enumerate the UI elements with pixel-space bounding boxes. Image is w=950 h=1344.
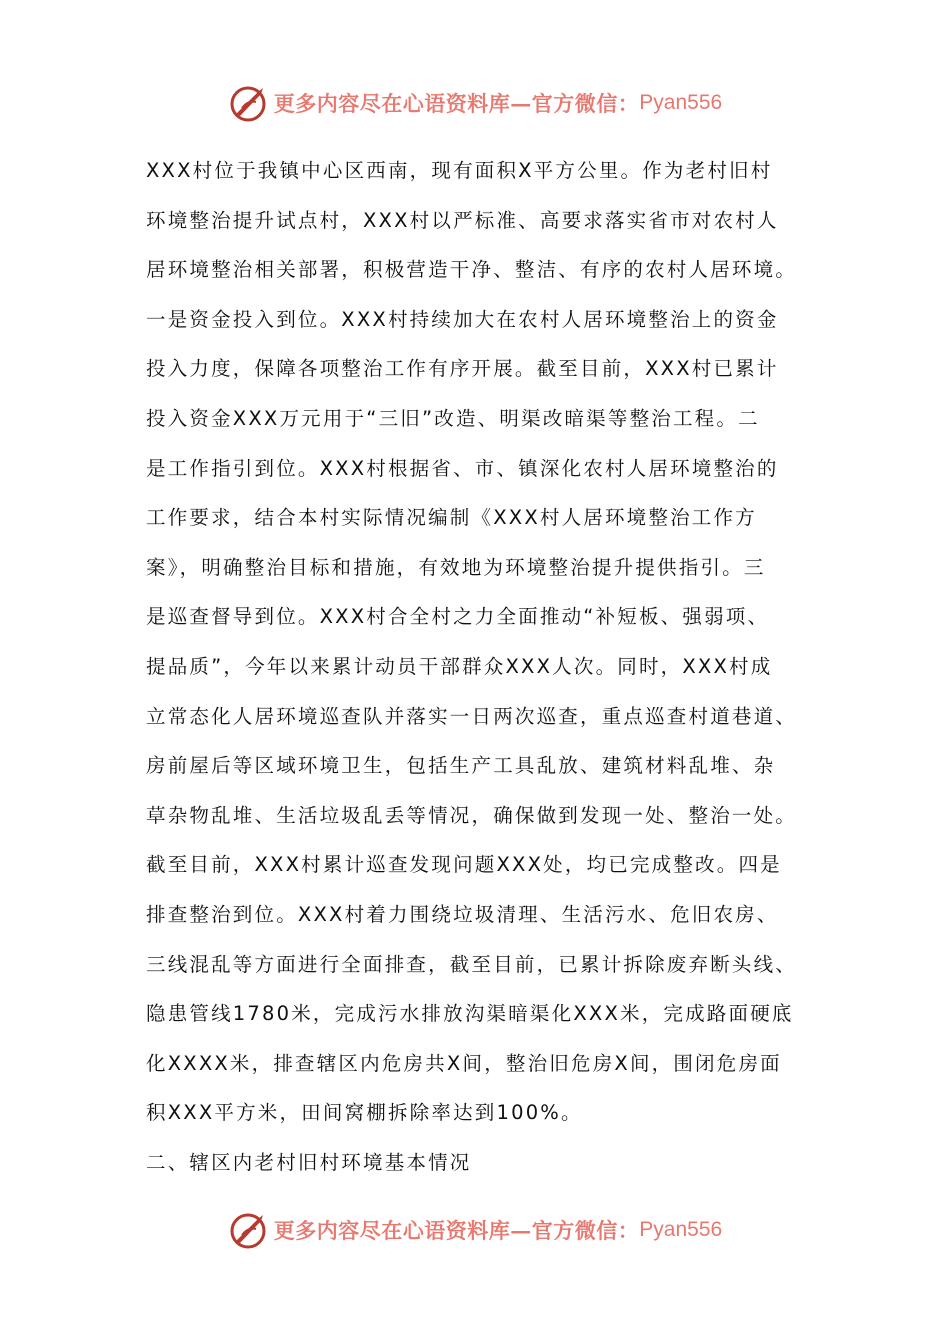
- section-heading: 二、辖区内老村旧村环境基本情况: [146, 1150, 472, 1174]
- body-line: 投入力度，保障各项整治工作有序开展。截至目前，XXX村已累计: [146, 357, 779, 381]
- body-line: 投入资金XXX万元用于“三旧”改造、明渠改暗渠等整治工程。二: [146, 406, 760, 430]
- body-line: 提品质”，今年以来累计动员干部群众XXX人次。同时，XXX村成: [146, 654, 773, 678]
- watermark-account: Pyan556: [639, 91, 723, 114]
- pen-logo-icon: [228, 82, 270, 124]
- body-line: 是巡查督导到位。XXX村合全村之力全面推动“补短板、强弱项、: [146, 605, 770, 629]
- body-line: 工作要求，结合本村实际情况编制《XXX村人居环境整治工作方: [146, 506, 757, 530]
- watermark-account: Pyan556: [639, 1218, 723, 1241]
- body-line: 截至目前，XXX村累计巡查发现问题XXX处，均已完成整改。四是: [146, 853, 782, 877]
- watermark-text: 更多内容尽在心语资料库—官方微信：: [273, 91, 640, 116]
- body-line: 居环境整治相关部署，积极营造干净、整洁、有序的农村人居环境。: [146, 258, 798, 282]
- body-line: XXX村位于我镇中心区西南，现有面积X平方公里。作为老村旧村: [146, 159, 773, 182]
- body-line: 一是资金投入到位。XXX村持续加大在农村人居环境整治上的资金: [146, 307, 779, 331]
- body-line: 是工作指引到位。XXX村根据省、市、镇深化农村人居环境整治的: [146, 456, 779, 480]
- watermark-banner-bottom: [0, 1207, 950, 1253]
- body-line: 环境整治提升试点村，XXX村以严标准、高要求落实省市对农村人: [146, 208, 779, 232]
- body-line: 三线混乱等方面进行全面排查，截至目前，已累计拆除废弃断头线、: [146, 952, 798, 976]
- body-line: 积XXX平方米，田间窝棚拆除率达到100%。: [146, 1101, 583, 1125]
- body-line: 立常态化人居环境巡查队并落实一日两次巡查，重点巡查村道巷道、: [146, 704, 798, 728]
- body-line: 案》，明确整治目标和措施，有效地为环境整治提升提供指引。三: [146, 555, 766, 579]
- watermark-text: 更多内容尽在心语资料库—官方微信：: [273, 1218, 640, 1243]
- body-line: 化XXXX米，排查辖区内危房共X间，整治旧危房X间，围闭危房面: [146, 1051, 782, 1075]
- document-body: [146, 146, 816, 1187]
- pen-logo-icon: [228, 1209, 270, 1251]
- body-line: 排查整治到位。XXX村着力围绕垃圾清理、生活污水、危旧农房、: [146, 902, 779, 926]
- body-line: 房前屋后等区域环境卫生，包括生产工具乱放、建筑材料乱堆、杂: [146, 754, 776, 778]
- body-line: 草杂物乱堆、生活垃圾乱丢等情况，确保做到发现一处、整治一处。: [146, 803, 798, 827]
- watermark-banner-top: [0, 80, 950, 126]
- body-line: 隐患管线1780米，完成污水排放沟渠暗渠化XXX米，完成路面硬底: [146, 1002, 794, 1026]
